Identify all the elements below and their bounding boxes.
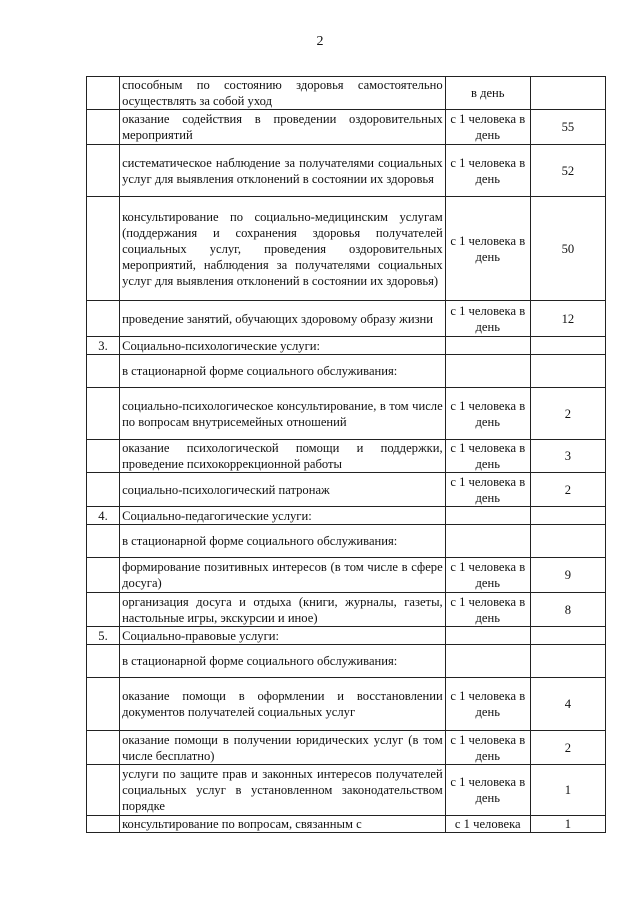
service-name-cell: Социально-правовые услуги: bbox=[120, 627, 446, 645]
unit-cell bbox=[445, 525, 530, 558]
table-row bbox=[87, 678, 606, 731]
row-number-cell bbox=[87, 197, 120, 301]
value-cell: 55 bbox=[530, 110, 605, 145]
table-row bbox=[87, 145, 606, 197]
page-number: 2 bbox=[316, 34, 324, 49]
value-cell: 4 bbox=[530, 678, 605, 731]
table-row bbox=[87, 197, 606, 301]
services-table-body bbox=[87, 77, 606, 833]
table-row bbox=[87, 731, 606, 765]
service-name-cell: систематическое наблюдение за получателями социальных услуг для выявления отклонений в состоянии их здоровья bbox=[120, 145, 446, 197]
service-name-cell: способным по состоянию здоровья самостоятельно осуществлять за собой уход bbox=[120, 77, 446, 110]
unit-cell: с 1 человека в день bbox=[445, 473, 530, 507]
unit-cell: с 1 человека в день bbox=[445, 440, 530, 473]
table-row bbox=[87, 473, 606, 507]
row-number-cell bbox=[87, 645, 120, 678]
unit-cell: в день bbox=[445, 77, 530, 110]
service-name-cell: организация досуга и отдыха (книги, журналы, газеты, настольные игры, экскурсии и иное) bbox=[120, 593, 446, 627]
service-name-cell: социально-психологический патронаж bbox=[120, 473, 446, 507]
services-table bbox=[86, 76, 606, 833]
table-row bbox=[87, 507, 606, 525]
row-number-cell: 5. bbox=[87, 627, 120, 645]
table-row bbox=[87, 77, 606, 110]
value-cell: 1 bbox=[530, 765, 605, 816]
value-cell bbox=[530, 627, 605, 645]
unit-cell bbox=[445, 645, 530, 678]
table-row bbox=[87, 627, 606, 645]
value-cell: 50 bbox=[530, 197, 605, 301]
service-name-cell: в стационарной форме социального обслуживания: bbox=[120, 525, 446, 558]
unit-cell: с 1 человека bbox=[445, 816, 530, 833]
row-number-cell: 4. bbox=[87, 507, 120, 525]
unit-cell: с 1 человека в день bbox=[445, 558, 530, 593]
value-cell: 2 bbox=[530, 731, 605, 765]
service-name-cell: оказание помощи в оформлении и восстановлении документов получателей социальных услуг bbox=[120, 678, 446, 731]
service-name-cell: формирование позитивных интересов (в том числе в сфере досуга) bbox=[120, 558, 446, 593]
value-cell bbox=[530, 525, 605, 558]
row-number-cell bbox=[87, 110, 120, 145]
value-cell: 12 bbox=[530, 301, 605, 337]
table-row bbox=[87, 645, 606, 678]
row-number-cell bbox=[87, 765, 120, 816]
table-row bbox=[87, 765, 606, 816]
row-number-cell bbox=[87, 145, 120, 197]
value-cell bbox=[530, 645, 605, 678]
table-row bbox=[87, 816, 606, 833]
row-number-cell bbox=[87, 77, 120, 110]
value-cell bbox=[530, 507, 605, 525]
unit-cell: с 1 человека в день bbox=[445, 593, 530, 627]
table-row bbox=[87, 525, 606, 558]
service-name-cell: в стационарной форме социального обслуживания: bbox=[120, 645, 446, 678]
row-number-cell bbox=[87, 816, 120, 833]
table-row bbox=[87, 440, 606, 473]
row-number-cell bbox=[87, 593, 120, 627]
value-cell bbox=[530, 77, 605, 110]
unit-cell: с 1 человека в день bbox=[445, 765, 530, 816]
service-name-cell: оказание психологической помощи и поддержки, проведение психокоррекционной работы bbox=[120, 440, 446, 473]
table-row bbox=[87, 110, 606, 145]
row-number-cell bbox=[87, 440, 120, 473]
service-name-cell: услуги по защите прав и законных интересов получателей социальных услуг в установленном законодательством порядке bbox=[120, 765, 446, 816]
table-row bbox=[87, 593, 606, 627]
service-name-cell: консультирование по вопросам, связанным с bbox=[120, 816, 446, 833]
table-row bbox=[87, 388, 606, 440]
row-number-cell bbox=[87, 558, 120, 593]
unit-cell: с 1 человека в день bbox=[445, 388, 530, 440]
row-number-cell bbox=[87, 301, 120, 337]
table-row bbox=[87, 558, 606, 593]
table-row bbox=[87, 337, 606, 355]
service-name-cell: социально-психологическое консультирование, в том числе по вопросам внутрисемейных отношений bbox=[120, 388, 446, 440]
value-cell: 52 bbox=[530, 145, 605, 197]
value-cell: 1 bbox=[530, 816, 605, 833]
service-name-cell: Социально-педагогические услуги: bbox=[120, 507, 446, 525]
unit-cell bbox=[445, 337, 530, 355]
value-cell bbox=[530, 337, 605, 355]
row-number-cell bbox=[87, 731, 120, 765]
row-number-cell bbox=[87, 525, 120, 558]
service-name-cell: оказание помощи в получении юридических услуг (в том числе бесплатно) bbox=[120, 731, 446, 765]
value-cell: 9 bbox=[530, 558, 605, 593]
service-name-cell: оказание содействия в проведении оздоровительных мероприятий bbox=[120, 110, 446, 145]
value-cell: 8 bbox=[530, 593, 605, 627]
unit-cell: с 1 человека в день bbox=[445, 301, 530, 337]
unit-cell: с 1 человека в день bbox=[445, 145, 530, 197]
row-number-cell: 3. bbox=[87, 337, 120, 355]
unit-cell bbox=[445, 627, 530, 645]
value-cell bbox=[530, 355, 605, 388]
service-name-cell: консультирование по социально-медицинским услугам (поддержания и сохранения здоровья получателей социальных услуг, проведения оздоровительных мероприятий, наблюдения за получателями социальных услуг для выявления отклонений в состоянии их здоровья) bbox=[120, 197, 446, 301]
row-number-cell bbox=[87, 388, 120, 440]
unit-cell: с 1 человека в день bbox=[445, 678, 530, 731]
table-row bbox=[87, 355, 606, 388]
row-number-cell bbox=[87, 355, 120, 388]
value-cell: 3 bbox=[530, 440, 605, 473]
row-number-cell bbox=[87, 678, 120, 731]
unit-cell: с 1 человека в день bbox=[445, 110, 530, 145]
service-name-cell: проведение занятий, обучающих здоровому образу жизни bbox=[120, 301, 446, 337]
row-number-cell bbox=[87, 473, 120, 507]
unit-cell bbox=[445, 507, 530, 525]
unit-cell: с 1 человека в день bbox=[445, 731, 530, 765]
service-name-cell: Социально-психологические услуги: bbox=[120, 337, 446, 355]
unit-cell: с 1 человека в день bbox=[445, 197, 530, 301]
value-cell: 2 bbox=[530, 388, 605, 440]
value-cell: 2 bbox=[530, 473, 605, 507]
table-row bbox=[87, 301, 606, 337]
service-name-cell: в стационарной форме социального обслуживания: bbox=[120, 355, 446, 388]
unit-cell bbox=[445, 355, 530, 388]
